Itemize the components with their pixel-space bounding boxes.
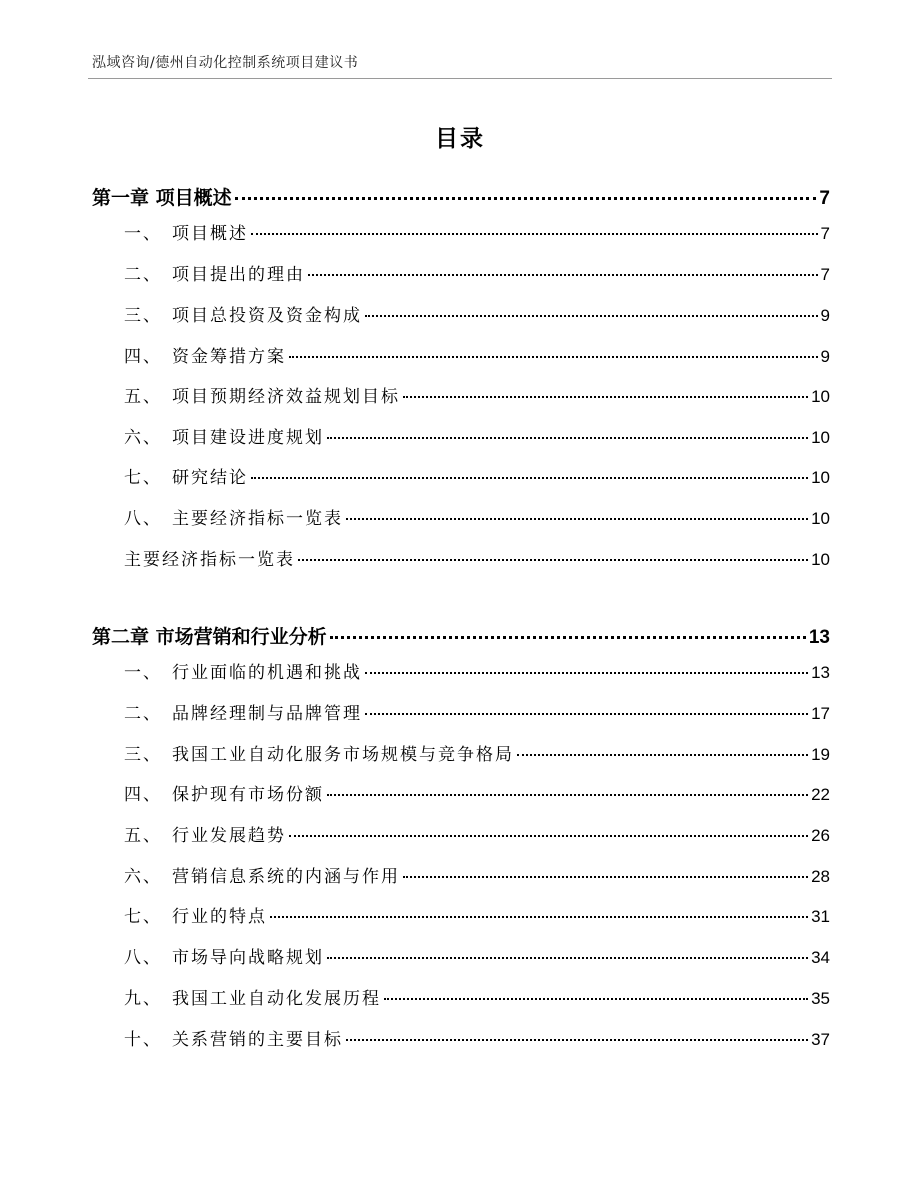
toc-entry-label: 行业的特点 xyxy=(172,907,267,927)
toc-entry-number: 八、 xyxy=(124,948,162,968)
toc-entry-number: 三、 xyxy=(124,306,162,326)
toc-entry-label-group xyxy=(92,622,327,649)
toc-section-entry[interactable] xyxy=(92,862,830,887)
toc-entry-label-group xyxy=(92,658,362,683)
toc-section-entry[interactable] xyxy=(92,463,830,488)
toc-page-number: 28 xyxy=(811,867,830,886)
toc-page-number: 10 xyxy=(811,550,830,569)
toc-entry-label: 主要经济指标一览表 xyxy=(124,550,295,570)
toc-entry-number: 四、 xyxy=(124,785,162,805)
toc-page-number: 13 xyxy=(808,627,830,648)
toc-entry-label: 主要经济指标一览表 xyxy=(172,509,343,529)
toc-section-entry[interactable] xyxy=(92,699,830,724)
toc-entry-label: 第一章 项目概述 xyxy=(92,187,232,209)
toc-entry-number: 十、 xyxy=(124,1030,162,1050)
toc-entry-number: 一、 xyxy=(124,663,162,683)
toc-page-number: 22 xyxy=(811,785,830,804)
dot-leader xyxy=(346,518,808,520)
toc-entry-label: 品牌经理制与品牌管理 xyxy=(172,704,362,724)
toc-entry-number: 六、 xyxy=(124,428,162,448)
toc-entry-number: 三、 xyxy=(124,745,162,765)
toc-entry-label: 营销信息系统的内涵与作用 xyxy=(172,867,400,887)
toc-entry-number: 五、 xyxy=(124,826,162,846)
dot-leader xyxy=(298,559,808,561)
dot-leader xyxy=(384,998,808,1000)
toc-page-number: 10 xyxy=(811,468,830,487)
toc-page-number: 26 xyxy=(811,826,830,845)
toc-entry-label: 我国工业自动化服务市场规模与竞争格局 xyxy=(172,745,514,765)
dot-leader xyxy=(289,356,818,358)
dot-leader xyxy=(330,636,806,639)
dot-leader xyxy=(346,1039,808,1041)
toc-page-number: 7 xyxy=(820,224,830,243)
toc-chapter-entry[interactable] xyxy=(92,183,830,210)
dot-leader xyxy=(517,754,808,756)
toc-entry-number: 六、 xyxy=(124,867,162,887)
dot-leader xyxy=(327,437,808,439)
toc-entry-label-group xyxy=(92,504,343,529)
dot-leader xyxy=(327,957,808,959)
toc-page-number: 9 xyxy=(820,347,830,366)
header-rule xyxy=(88,78,832,79)
toc-section-entry[interactable] xyxy=(92,504,830,529)
toc-entry-number: 九、 xyxy=(124,989,162,1009)
toc-entry-label-group xyxy=(92,382,400,407)
toc-entry-label: 项目预期经济效益规划目标 xyxy=(172,387,400,407)
toc-entry-label-group xyxy=(92,219,248,244)
toc-page-number: 7 xyxy=(819,188,830,209)
dot-leader xyxy=(327,794,808,796)
toc-section-entry[interactable] xyxy=(92,780,830,805)
toc-page-number: 10 xyxy=(811,387,830,406)
toc-page-number: 37 xyxy=(811,1030,830,1049)
toc-section-entry[interactable] xyxy=(92,658,830,683)
toc-entry-label-group xyxy=(92,902,267,927)
toc-section-entry[interactable] xyxy=(92,821,830,846)
toc-section-entry[interactable] xyxy=(92,902,830,927)
toc-entry-number: 八、 xyxy=(124,509,162,529)
toc-section-entry[interactable] xyxy=(92,382,830,407)
toc-entry-label-group xyxy=(92,463,248,488)
toc-entry-label: 行业面临的机遇和挑战 xyxy=(172,663,362,683)
toc-page-number: 9 xyxy=(820,306,830,325)
toc-entry-label: 研究结论 xyxy=(172,468,248,488)
toc-entry-number: 四、 xyxy=(124,347,162,367)
toc-section-entry[interactable] xyxy=(92,219,830,244)
dot-leader xyxy=(308,274,818,276)
toc-section-entry[interactable] xyxy=(92,301,830,326)
dot-leader xyxy=(365,315,818,317)
toc-entry-label-group xyxy=(92,821,286,846)
toc-entry-number: 一、 xyxy=(124,224,162,244)
toc-page-number: 17 xyxy=(811,704,830,723)
toc-entry-label: 我国工业自动化发展历程 xyxy=(172,989,381,1009)
toc-title: 目录 xyxy=(435,126,485,152)
toc-entry-label: 第二章 市场营销和行业分析 xyxy=(92,626,327,648)
toc-section-entry[interactable] xyxy=(92,342,830,367)
toc-entry-label-group xyxy=(92,699,362,724)
toc-section-entry[interactable] xyxy=(92,423,830,448)
toc-section-entry[interactable] xyxy=(92,1025,830,1050)
toc-entry-label-group xyxy=(92,780,324,805)
toc-section-entry[interactable] xyxy=(92,740,830,765)
toc-section-entry[interactable] xyxy=(92,984,830,1009)
toc-entry-label-group xyxy=(92,423,324,448)
dot-leader xyxy=(403,396,808,398)
toc-entry-label: 保护现有市场份额 xyxy=(172,785,324,805)
toc-entry-number: 七、 xyxy=(124,468,162,488)
dot-leader xyxy=(251,477,808,479)
dot-leader xyxy=(365,672,808,674)
toc-page-number: 31 xyxy=(811,907,830,926)
toc-chapter-entry[interactable] xyxy=(92,622,830,649)
toc-entry-label-group xyxy=(92,862,400,887)
toc-section-entry[interactable] xyxy=(92,943,830,968)
toc-page-number: 19 xyxy=(811,745,830,764)
toc-page-number: 35 xyxy=(811,989,830,1008)
toc-entry-number: 二、 xyxy=(124,704,162,724)
toc-entry-label: 项目概述 xyxy=(172,224,248,244)
toc-entry-label: 关系营销的主要目标 xyxy=(172,1030,343,1050)
toc-entry-label-group xyxy=(92,301,362,326)
toc-page-number: 7 xyxy=(820,265,830,284)
toc-entry-label: 行业发展趋势 xyxy=(172,826,286,846)
dot-leader xyxy=(403,876,808,878)
toc-entry-label-group xyxy=(92,183,232,210)
toc-entry-label-group xyxy=(92,740,514,765)
toc-entry-number: 二、 xyxy=(124,265,162,285)
toc-entry-number: 七、 xyxy=(124,907,162,927)
toc-entry-label: 项目建设进度规划 xyxy=(172,428,324,448)
toc-section-entry[interactable] xyxy=(92,545,830,570)
toc-entry-label-group xyxy=(92,984,381,1009)
toc-page-number: 10 xyxy=(811,428,830,447)
toc-page-number: 10 xyxy=(811,509,830,528)
toc-page-number: 34 xyxy=(811,948,830,967)
dot-leader xyxy=(289,835,808,837)
toc-entry-label: 市场导向战略规划 xyxy=(172,948,324,968)
dot-leader xyxy=(365,713,808,715)
toc-entry-number: 五、 xyxy=(124,387,162,407)
toc-entry-label-group xyxy=(92,545,295,570)
toc-page-number: 13 xyxy=(811,663,830,682)
toc-entry-label-group xyxy=(92,342,286,367)
dot-leader xyxy=(270,916,808,918)
toc-entry-label: 项目总投资及资金构成 xyxy=(172,306,362,326)
toc-entry-label: 资金筹措方案 xyxy=(172,347,286,367)
toc-entry-label-group xyxy=(92,260,305,285)
toc-entry-label-group xyxy=(92,943,324,968)
toc-entry-label-group xyxy=(92,1025,343,1050)
dot-leader xyxy=(251,233,818,235)
toc-section-entry[interactable] xyxy=(92,260,830,285)
toc-entry-label: 项目提出的理由 xyxy=(172,265,305,285)
dot-leader xyxy=(235,197,817,200)
running-header: 泓域咨询/德州自动化控制系统项目建议书 xyxy=(92,55,359,71)
